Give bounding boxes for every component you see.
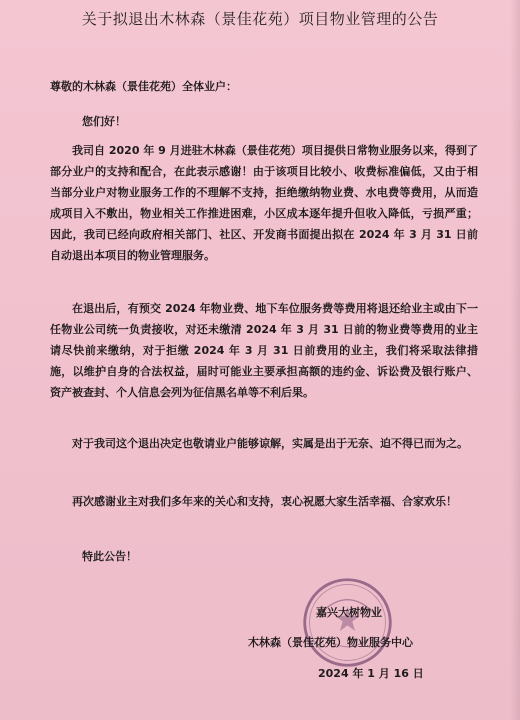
notice-title: 关于拟退出木林森（景佳花苑）项目物业管理的公告 — [81, 10, 439, 28]
salutation: 尊敬的木林森（景佳花苑）全体业户： — [50, 80, 237, 93]
paragraph-1: 我司自 2020 年 9 月进驻木林森（景佳花苑）项目提供日常物业服务以来，得到了部分业户的支持和配合，在此表示感谢！由于该项目比较小、收费标准偏低，又由于相当部分业户对物业服务工作的不理解不支持，拒绝缴纳物业费、水电费等费用，从而造成项目入不敷出，物业相关工作推进困难，小区成本逐年提升但收入降低，亏损严重；因此，我司已经向政府相关部门、社区、开发商书面提出拟在 2024 年 3 月 31 日前自动退出本项目的物业管理服务。 — [50, 144, 478, 262]
closing-line: 特此公告！ — [82, 550, 137, 563]
paper-edge-shadow — [510, 0, 520, 720]
organization-name: 嘉兴大树物业 — [316, 606, 382, 619]
paragraph-2: 在退出后，有预交 2024 年物业费、地下车位服务费等费用将退还给业主或由下一任物业公司统一负责接收，对还未缴清 2024 年 3 月 31 日前的物业费等费用的业主请尽快前来缴纳，对于拒缴 2024 年 3 月 31 日前费用的业主，我们将采取法律措施，以维护自身的合法权益，届时可能业主要承担高额的违约金、诉讼费及银行账户、资产被查封、个人信息会列为征信黑名单等不利后果。 — [50, 302, 478, 399]
company-seal-icon — [300, 575, 395, 670]
notice-date: 2024 年 1 月 16 日 — [318, 667, 424, 680]
service-center-name: 木林森（景佳花苑）物业服务中心 — [248, 636, 413, 649]
paragraph-3: 对于我司这个退出决定也敬请业户能够谅解，实属是出于无奈、迫不得已而为之。 — [72, 437, 468, 450]
paragraph-4: 再次感谢业主对我们多年来的关心和支持，衷心祝愿大家生活幸福、合家欢乐！ — [72, 495, 457, 508]
greeting: 您们好！ — [82, 115, 126, 128]
